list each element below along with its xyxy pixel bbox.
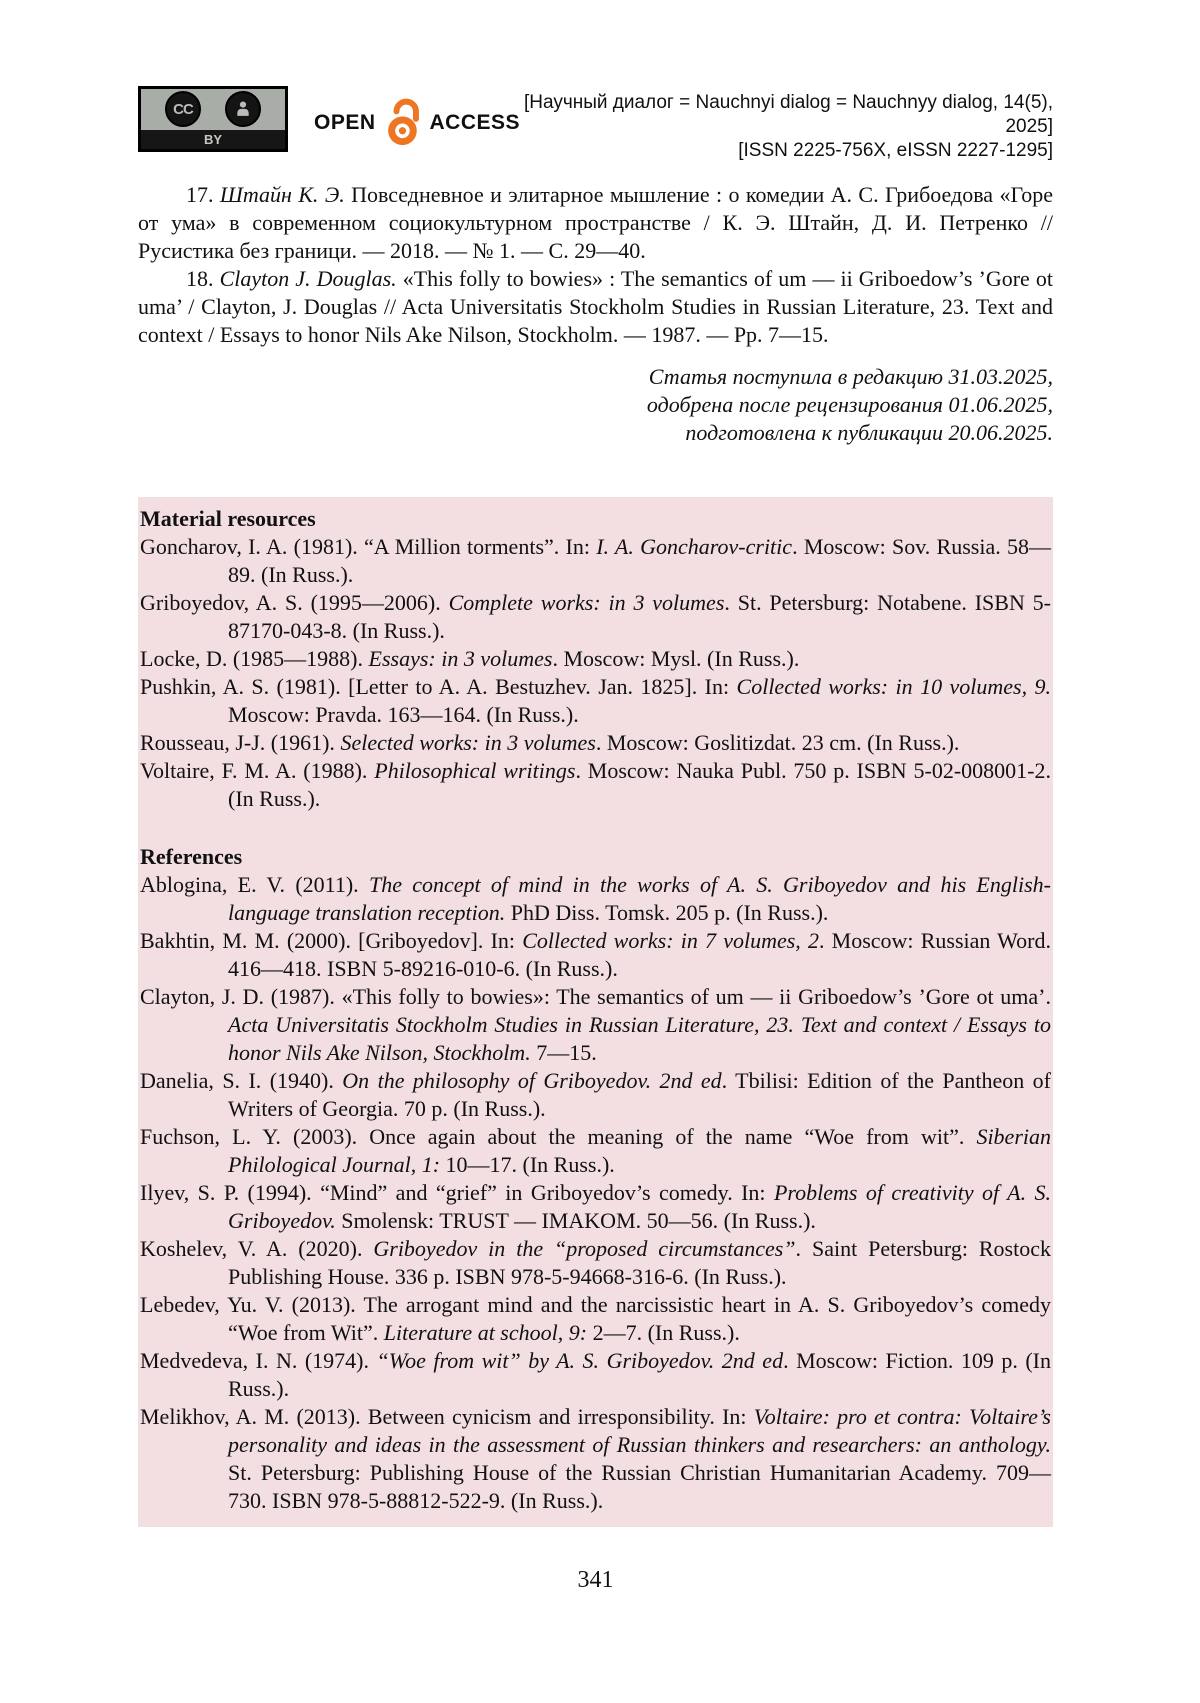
material-resource-entry xyxy=(140,673,1051,729)
reference-entry xyxy=(140,1403,1051,1515)
license-badges xyxy=(138,85,520,152)
italic-text-run: On the philosophy of Griboyedov. 2nd ed xyxy=(342,1068,722,1093)
text-run: 17. xyxy=(186,182,220,207)
text-run: . Moscow: Russian Word. 416—418. ISBN 5-89216-010-6. (In Russ.). xyxy=(228,928,1051,981)
submission-note-line: Статья поступила в редакцию 31.03.2025, xyxy=(648,364,1053,389)
italic-text-run: Essays: in 3 volumes xyxy=(368,646,553,671)
text-run: Ablogina, E. V. (2011). xyxy=(140,872,369,897)
text-run: Lebedev, Yu. V. (2013). The arrogant mind and the narcissistic heart in A. S. Griboyedov’s comedy “Woe from Wit”. xyxy=(140,1292,1051,1345)
cc-badge-icons xyxy=(141,89,285,130)
text-run: 7—15. xyxy=(530,1040,597,1065)
journal-issn-line: [ISSN 2225-756X, eISSN 2227-1295] xyxy=(738,140,1053,161)
text-run: 18. xyxy=(186,266,220,291)
text-run: «This folly to bowies» : The semantics of um — ii Griboedow’s ’Gore ot uma’ / Clayton, J. Douglas // Acta Universitatis Stockholm Studies in Russian Literature, 23. Text and context / Essays to honor Nils Ake Nilson, Stockholm. — 1987. — Pp. 7—15. xyxy=(138,266,1053,347)
submission-dates xyxy=(138,363,1053,447)
submission-note-line: одобрена после рецензирования 01.06.2025, xyxy=(646,392,1053,417)
italic-text-run: Voltaire: pro et contra: Voltaire’s personality and ideas in the assessment of Russian thinkers and researchers: an anthology. xyxy=(228,1404,1051,1457)
references-list xyxy=(140,871,1051,1515)
text-run: . Moscow: Mysl. (In Russ.). xyxy=(552,646,800,671)
text-run: Goncharov, I. A. (1981). “A Million torments”. In: xyxy=(140,534,597,559)
text-run: Ilyev, S. P. (1994). “Mind” and “grief” in Griboyedov’s comedy. In: xyxy=(140,1180,774,1205)
open-access-logo xyxy=(314,93,520,152)
italic-text-run: Literature at school, 9: xyxy=(383,1320,588,1345)
italic-text-run: Штайн К. Э. xyxy=(219,182,345,207)
text-run: Rousseau, J-J. (1961). xyxy=(140,730,341,755)
material-resource-entry xyxy=(140,757,1051,813)
material-resource-entry xyxy=(140,589,1051,645)
text-run: . Moscow: Goslitizdat. 23 cm. (In Russ.). xyxy=(595,730,960,755)
italic-text-run: Siberian Philological Journal, 1: xyxy=(228,1124,1051,1177)
reference-entry xyxy=(140,871,1051,927)
text-run: Danelia, S. I. (1940). xyxy=(140,1068,343,1093)
text-run: Koshelev, V. A. (2020). xyxy=(140,1236,374,1261)
journal-title-line: [Научный диалог = Nauchnyi dialog = Nauchnyy dialog, 14(5), 2025] xyxy=(523,92,1053,137)
text-run: . Moscow: Fiction. 109 p. (In Russ.). xyxy=(228,1348,1051,1401)
text-run: . St. Petersburg: Notabene. ISBN 5-87170-043-8. (In Russ.). xyxy=(228,590,1051,643)
text-run: Bakhtin, M. M. (2000). [Griboyedov]. In: xyxy=(140,928,523,953)
reference-entry xyxy=(140,1235,1051,1291)
reference-entry xyxy=(140,927,1051,983)
bibliography-item xyxy=(138,181,1053,265)
text-run: . Saint Petersburg: Rostock Publishing House. 336 p. ISBN 978-5-94668-316-6. (In Russ.). xyxy=(228,1236,1051,1289)
open-lock-icon xyxy=(383,93,423,152)
text-run: Clayton, J. D. (1987). «This folly to bowies»: The semantics of um — ii Griboedow’s ’Gore ot uma’. xyxy=(140,984,1051,1009)
italic-text-run: Griboyedov in the “proposed circumstances” xyxy=(373,1236,796,1261)
bibliography-item xyxy=(138,265,1053,349)
reference-entry xyxy=(140,983,1051,1067)
text-run: Voltaire, F. M. A. (1988). xyxy=(140,758,375,783)
italic-text-run: Selected works: in 3 volumes xyxy=(340,730,596,755)
material-resource-entry xyxy=(140,533,1051,589)
italic-text-run: The concept of mind in the works of A. S. Griboyedov and his English-language translation reception. xyxy=(228,872,1051,925)
text-run: PhD Diss. Tomsk. 205 p. (In Russ.). xyxy=(505,900,829,925)
text-run: Medvedeva, I. N. (1974). xyxy=(140,1348,377,1373)
text-run: Moscow: Pravda. 163—164. (In Russ.). xyxy=(228,702,579,727)
italic-text-run: “Woe from wit” by A. S. Griboyedov. 2nd ed xyxy=(376,1348,784,1373)
text-run: Smolensk: TRUST — IMAKOM. 50—56. (In Russ.). xyxy=(335,1208,816,1233)
reference-entry xyxy=(140,1123,1051,1179)
cc-icon: CC xyxy=(165,91,201,127)
journal-citation xyxy=(520,91,1053,163)
italic-text-run: Acta Universitatis Stockholm Studies in Russian Literature, 23. Text and context / Essays to honor Nils Ake Nilson, Stockholm. xyxy=(228,1012,1051,1065)
reference-entry xyxy=(140,1179,1051,1235)
italic-text-run: Problems of creativity of A. S. Griboyedov. xyxy=(228,1180,1051,1233)
material-resources-list xyxy=(140,533,1051,813)
text-run: . Moscow: Nauka Publ. 750 p. ISBN 5-02-008001-2. (In Russ.). xyxy=(228,758,1051,811)
reference-entry xyxy=(140,1347,1051,1403)
material-resource-entry xyxy=(140,729,1051,757)
text-run: Griboyedov, A. S. (1995—2006). xyxy=(140,590,449,615)
text-run: Fuchson, L. Y. (2003). Once again about the meaning of the name “Woe from wit”. xyxy=(140,1124,977,1149)
person-attribution-icon xyxy=(225,91,261,127)
text-run: 10—17. (In Russ.). xyxy=(440,1152,615,1177)
page-header xyxy=(138,85,1053,161)
italic-text-run: Clayton J. Douglas. xyxy=(219,266,397,291)
cc-by-label: BY xyxy=(141,130,285,149)
italic-text-run: Collected works: in 7 volumes, 2 xyxy=(522,928,819,953)
reference-entry xyxy=(140,1291,1051,1347)
open-access-word-open: OPEN xyxy=(314,110,376,134)
text-run: Pushkin, A. S. (1981). [Letter to A. A. Bestuzhev. Jan. 1825]. In: xyxy=(140,674,737,699)
text-run: Melikhov, A. M. (2013). Between cynicism and irresponsibility. In: xyxy=(140,1404,754,1429)
bibliography-continued xyxy=(138,181,1053,349)
submission-note-line: подготовлена к публикации 20.06.2025. xyxy=(685,420,1053,445)
text-run: . Moscow: Sov. Russia. 58—89. (In Russ.). xyxy=(228,534,1051,587)
open-access-word-access: ACCESS xyxy=(429,110,521,134)
reference-entry xyxy=(140,1067,1051,1123)
text-run: 2—7. (In Russ.). xyxy=(587,1320,740,1345)
references-heading: References xyxy=(140,844,243,869)
material-resources-heading: Material resources xyxy=(140,506,316,531)
italic-text-run: Philosophical writings xyxy=(374,758,576,783)
page-number: 341 xyxy=(577,1567,614,1593)
material-resource-entry xyxy=(140,645,1051,673)
text-run: St. Petersburg: Publishing House of the Russian Christian Humanitarian Academy. 709—730. ISBN 978-5-88812-522-9. (In Russ.). xyxy=(228,1460,1051,1513)
italic-text-run: I. A. Goncharov-critic xyxy=(596,534,793,559)
references-highlight-block xyxy=(138,497,1053,1527)
text-run: Locke, D. (1985—1988). xyxy=(140,646,369,671)
text-run: Повседневное и элитарное мышление : о комедии А. С. Грибоедова «Горе от ума» в современном социокультурном пространстве / К. Э. Штайн, Д. И. Петренко // Русистика без граници. — 2018. — № 1. — С. 29—40. xyxy=(138,182,1054,263)
italic-text-run: Complete works: in 3 volumes xyxy=(448,590,725,615)
text-run: . Tbilisi: Edition of the Pantheon of Writers of Georgia. 70 p. (In Russ.). xyxy=(228,1068,1051,1121)
italic-text-run: Collected works: in 10 volumes, 9. xyxy=(736,674,1051,699)
cc-by-license-badge xyxy=(138,86,288,152)
